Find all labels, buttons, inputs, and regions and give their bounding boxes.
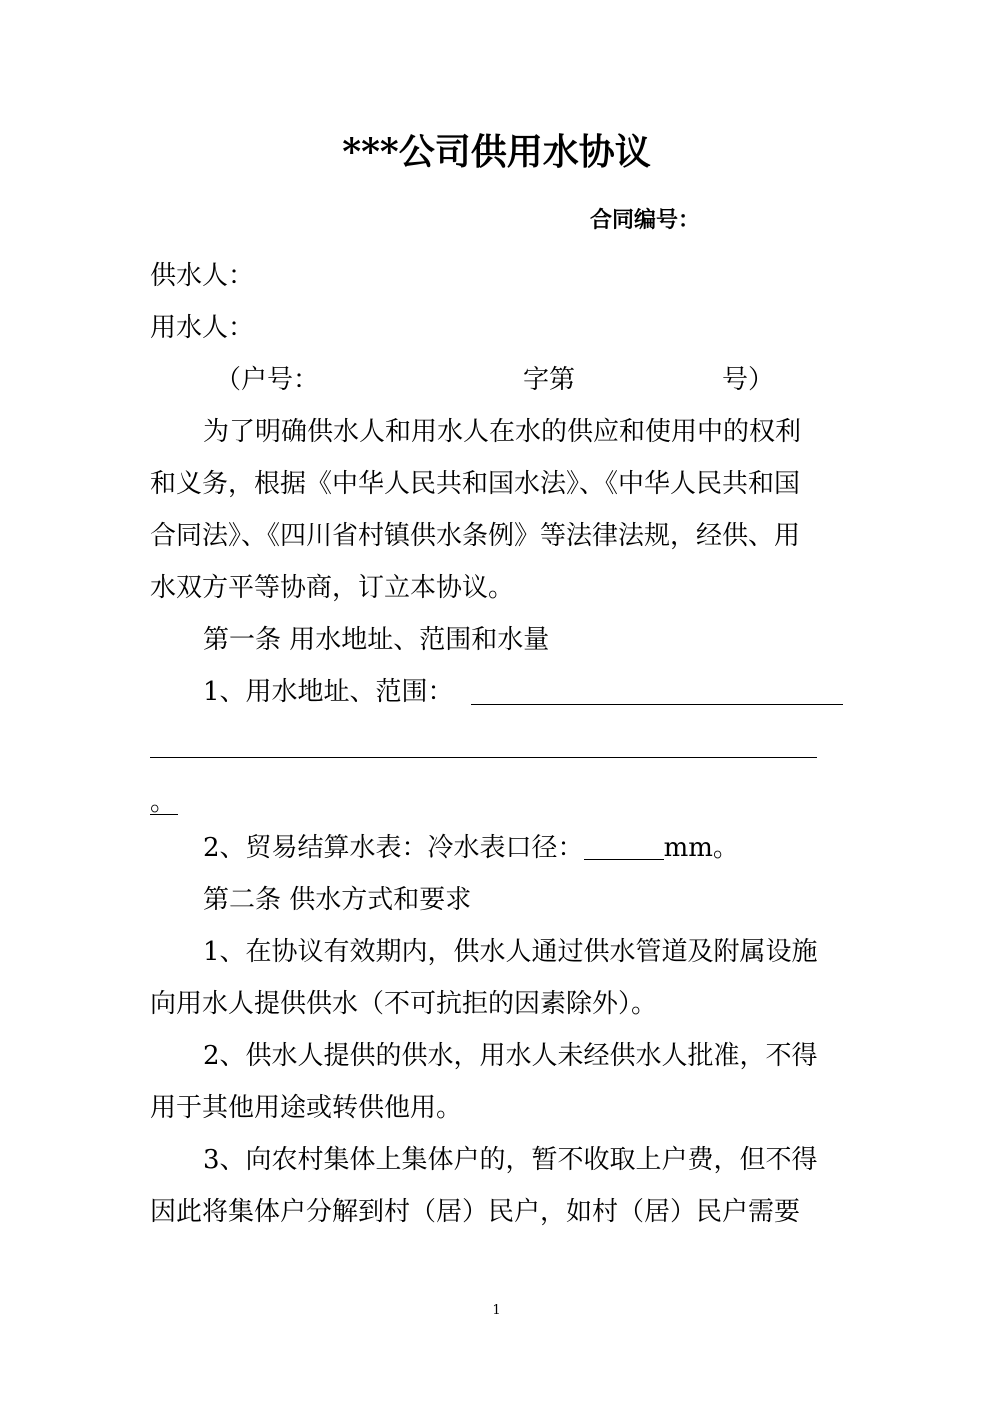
article-2-item-3-cont: 因此将集体户分解到村（居）民户，如村（居）民户需要	[150, 1197, 801, 1227]
preamble-line: 水双方平等协商，订立本协议。	[150, 573, 515, 603]
article-2-item-1	[203, 937, 818, 967]
article-2-item-1-cont: 向用水人提供供水（不可抗拒的因素除外）。	[150, 989, 658, 1019]
item-end-mark: 。	[712, 833, 739, 863]
item-text: 、在协议有效期内，供水人通过供水管道及附属设施	[219, 937, 818, 967]
item-number: 1	[203, 677, 220, 707]
preamble-line: 和义务，根据《中华人民共和国水法》、《中华人民共和国	[150, 469, 801, 499]
account-number-line	[0, 365, 993, 395]
user-label: 用水人：	[150, 313, 255, 343]
item-number: 2	[203, 833, 220, 863]
item-number: 2	[203, 1041, 220, 1071]
article-1-item-1	[203, 677, 454, 707]
article-1-item-2	[203, 833, 739, 863]
account-mid: 字第	[523, 365, 576, 395]
item-text: 、供水人提供的供水，用水人未经供水人批准，不得	[219, 1041, 818, 1071]
article-1-heading: 第一条 用水地址、范围和水量	[203, 625, 550, 655]
address-blank-line-2	[150, 757, 817, 758]
item-label: 、贸易结算水表：冷水表口径：	[219, 833, 584, 863]
item-end-mark: 。	[150, 787, 177, 817]
article-1-item-1-end	[150, 787, 178, 817]
item-label: 、用水地址、范围：	[219, 677, 454, 707]
item-text: 、向农村集体上集体户的，暂不收取上户费，但不得	[219, 1145, 818, 1175]
preamble-line: 合同法》、《四川省村镇供水条例》等法律法规，经供、用	[150, 521, 801, 551]
unit-label: mm	[663, 833, 713, 863]
preamble-line: 为了明确供水人和用水人在水的供应和使用中的权利	[203, 417, 802, 447]
page-number: 1	[492, 1303, 501, 1318]
contract-number-label: 合同编号：	[590, 207, 701, 233]
article-2-heading: 第二条 供水方式和要求	[203, 885, 472, 915]
account-close: 号）	[722, 365, 775, 395]
item-number: 1	[203, 937, 220, 967]
item-number: 3	[203, 1145, 220, 1175]
article-2-item-2	[203, 1041, 818, 1071]
address-blank-line	[471, 704, 843, 705]
account-open: （户号：	[215, 365, 320, 395]
article-2-item-3	[203, 1145, 818, 1175]
document-title: ***公司供用水协议	[342, 131, 651, 173]
meter-caliber-blank	[584, 837, 664, 860]
article-2-item-2-cont: 用于其他用途或转供他用。	[150, 1093, 463, 1123]
supplier-label: 供水人：	[150, 261, 255, 291]
